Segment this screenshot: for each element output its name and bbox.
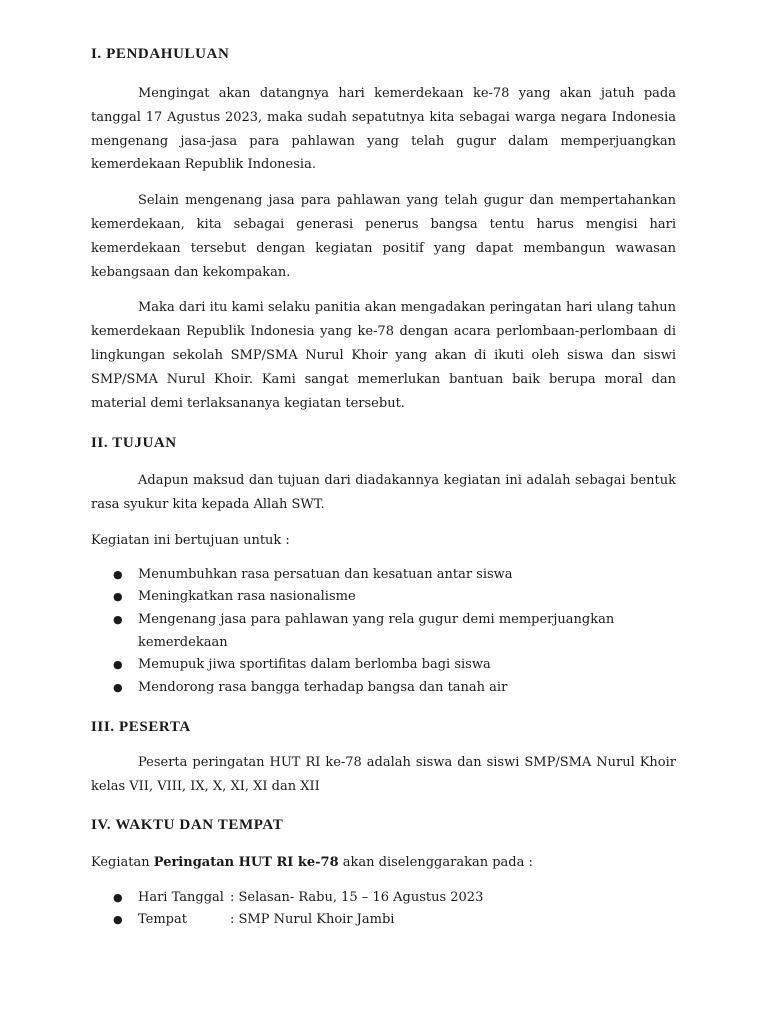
bullet-icon: ● [113,590,123,604]
paragraph-pendahuluan-2: Selain mengenang jasa para pahlawan yang telah gugur dan mempertahankan kemerdekaan, kita sebagai generasi penerus bangsa tentu harus mengisi hari kemerdekaan tersebut dengan kegiatan positif yang dapat membangun wawasan kebangsaan dan kekompakan. [91,193,676,280]
section-heading-peserta: III. PESERTA [91,719,191,736]
section-heading-waktu: IV. WAKTU DAN TEMPAT [91,816,284,833]
waktu-list [91,887,676,932]
list-item-text: Mendorong rasa bangga terhadap bangsa dan tanah air [138,679,508,695]
bullet-icon: ● [113,890,123,904]
list-item-text: Mengenang jasa para pahlawan yang rela gugur demi memperjuangkan kemerdekaan [138,611,615,650]
list-item-text: Memupuk jiwa sportifitas dalam berlomba bagi siswa [138,657,491,673]
detail-label: Hari Tanggal [138,889,224,905]
list-item-text: Meningkatkan rasa nasionalisme [138,589,356,605]
event-name: Peringatan HUT RI ke-78 [153,854,339,870]
detail-row-place [91,909,676,932]
intro-prefix: Kegiatan [91,854,154,870]
paragraph-pendahuluan-3: Maka dari itu kami selaku panitia akan mengadakan peringatan hari ulang tahun kemerdekaan Republik Indonesia yang ke-78 dengan acara perlombaan-perlombaan di lingkungan sekolah SMP/SMA Nurul Khoir yang akan di ikuti oleh siswa dan siswi SMP/SMA Nurul Khoir. Kami sangat memerlukan bantuan baik berupa moral dan material demi terlaksananya kegiatan tersebut. [91,300,676,411]
section-heading-pendahuluan: I. PENDAHULUAN [91,46,230,62]
bullet-icon: ● [113,658,123,672]
detail-value: : SMP Nurul Khoir Jambi [230,912,395,928]
bullet-icon: ● [113,913,123,927]
paragraph-tujuan-intro: Kegiatan ini bertujuan untuk : [91,532,290,548]
paragraph-peserta: Peserta peringatan HUT RI ke-78 adalah siswa dan siswi SMP/SMA Nurul Khoir kelas VII, VIII, IX, X, XI, XI dan XII [91,755,676,795]
detail-value: : Selasan- Rabu, 15 – 16 Agustus 2023 [230,889,484,905]
list-item [91,677,676,700]
intro-suffix: akan diselenggarakan pada : [338,854,533,870]
bullet-icon: ● [113,680,123,694]
list-item [91,586,676,609]
tujuan-list [91,564,676,700]
paragraph-tujuan: Adapun maksud dan tujuan dari diadakannya kegiatan ini adalah sebagai bentuk rasa syukur kita kepada Allah SWT. [91,473,676,513]
bullet-icon: ● [113,567,123,581]
list-item [91,609,676,654]
paragraph-waktu-intro [91,851,676,875]
section-heading-tujuan: II. TUJUAN [91,435,177,452]
detail-label: Tempat [138,912,187,928]
document-page [91,42,676,932]
detail-row-date [91,887,676,910]
bullet-icon: ● [113,612,123,626]
list-item [91,654,676,677]
list-item [91,564,676,587]
paragraph-pendahuluan-1: Mengingat akan datangnya hari kemerdekaan ke-78 yang akan jatuh pada tanggal 17 Agustus 2023, maka sudah sepatutnya kita sebagai warga negara Indonesia mengenang jasa-jasa para pahlawan yang telah gugur dalam memperjuangkan kemerdekaan Republik Indonesia. [91,86,676,173]
list-item-text: Menumbuhkan rasa persatuan dan kesatuan antar siswa [138,566,513,582]
